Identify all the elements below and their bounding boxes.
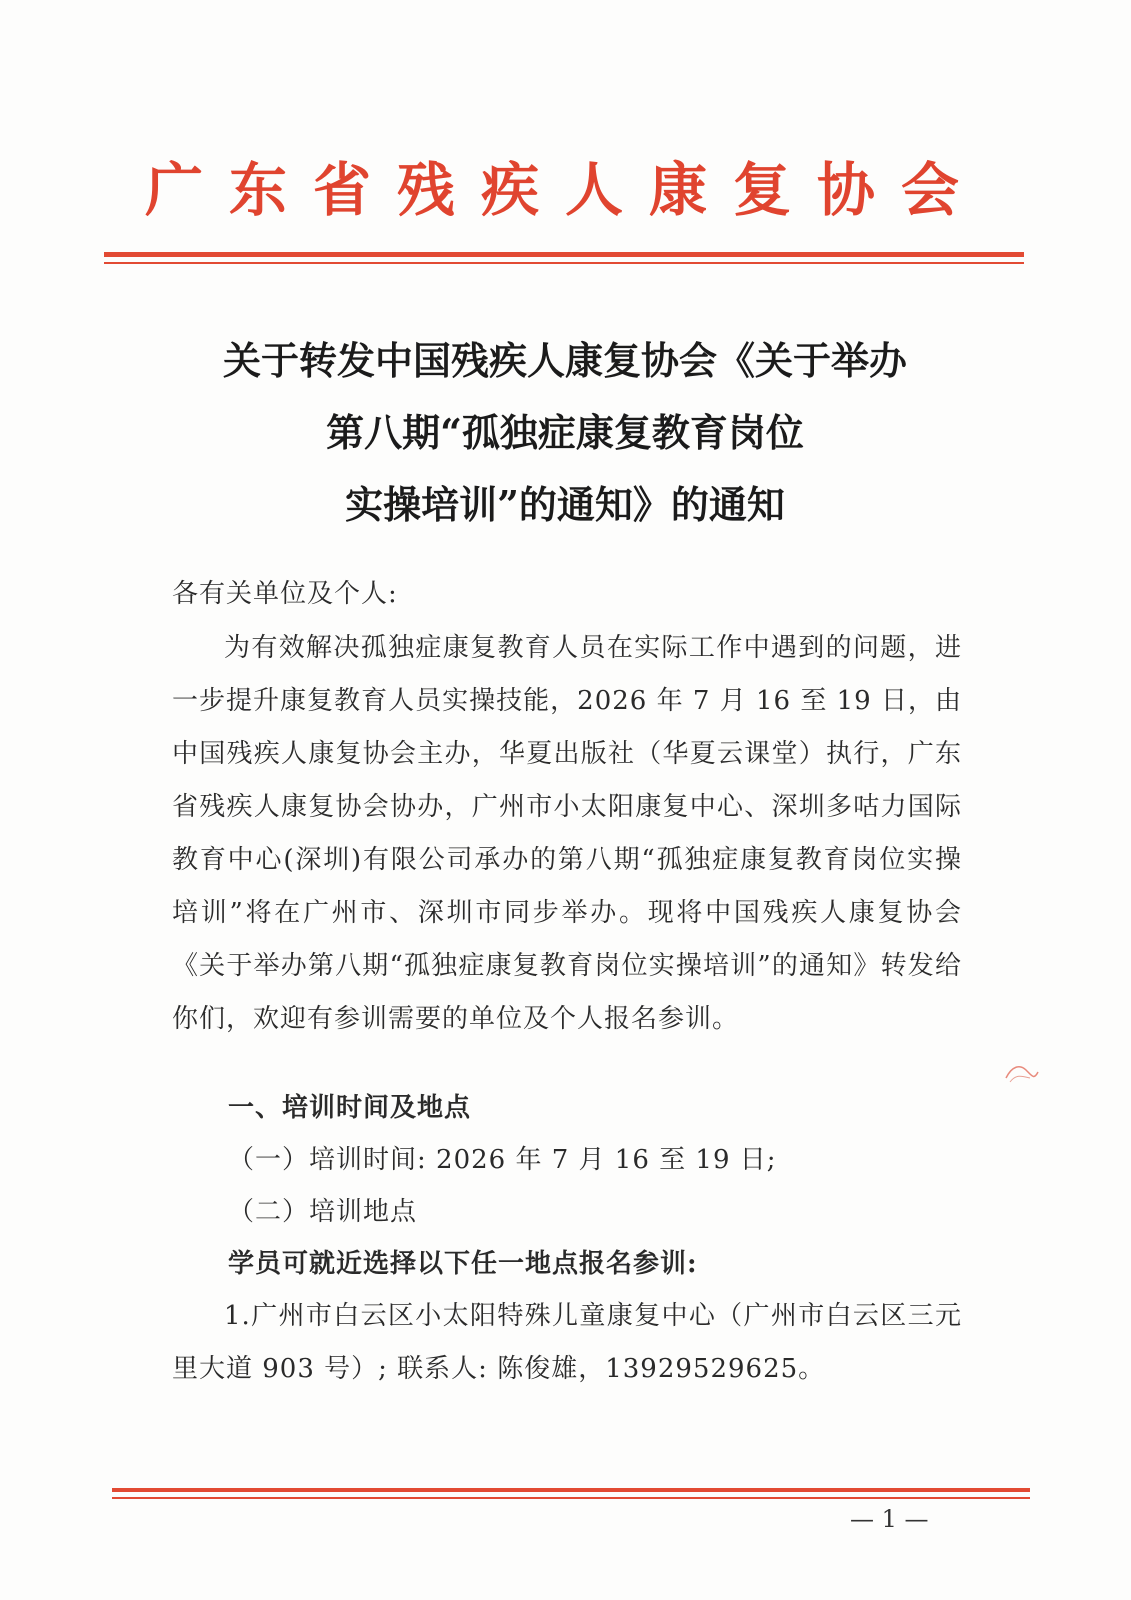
location-entry: 1.广州市白云区小太阳特殊儿童康复中心（广州市白云区三元里大道 903 号）; 联系人: 陈俊雄，13929529625。 (172, 1301, 962, 1384)
stamp-fragment-mark (1000, 1058, 1040, 1086)
section-heading: 一、培训时间及地点 (228, 1093, 472, 1123)
page-number: — 1 — (850, 1505, 929, 1533)
footer-rule-thin (112, 1497, 1030, 1499)
footer-rule-thick (112, 1488, 1030, 1492)
title-line-2: 第八期“孤独症康复教育岗位 (326, 410, 804, 455)
organization-header: 广东省残疾人康复协会 (144, 156, 985, 224)
training-time-item: （一）培训时间: 2026 年 7 月 16 至 19 日; (228, 1145, 777, 1175)
title-line-1: 关于转发中国残疾人康复协会《关于举办 (222, 338, 907, 383)
training-location-item: （二）培训地点 (228, 1197, 418, 1227)
salutation: 各有关单位及个人: (172, 579, 398, 609)
document-title (100, 325, 1030, 541)
title-line-3: 实操培训”的通知》的通知 (345, 482, 785, 527)
header-rule-thick (104, 252, 1024, 257)
location-note: 学员可就近选择以下任一地点报名参训: (228, 1249, 698, 1279)
body-paragraph: 为有效解决孤独症康复教育人员在实际工作中遇到的问题，进一步提升康复教育人员实操技能，2026 年 7 月 16 至 19 日，由中国残疾人康复协会主办，华夏出版社（华夏云课堂）执行，广东省残疾人康复协会协办，广州市小太阳康复中心、深圳多咕力国际教育中心(深圳)有限公司承办的第八期“孤独症康复教育岗位实操培训”将在广州市、深圳市同步举办。现将中国残疾人康复协会《关于举办第八期“孤独症康复教育岗位实操培训”的通知》转发给你们，欢迎有参训需要的单位及个人报名参训。 (172, 633, 962, 1034)
header-rule-thin (104, 262, 1024, 264)
